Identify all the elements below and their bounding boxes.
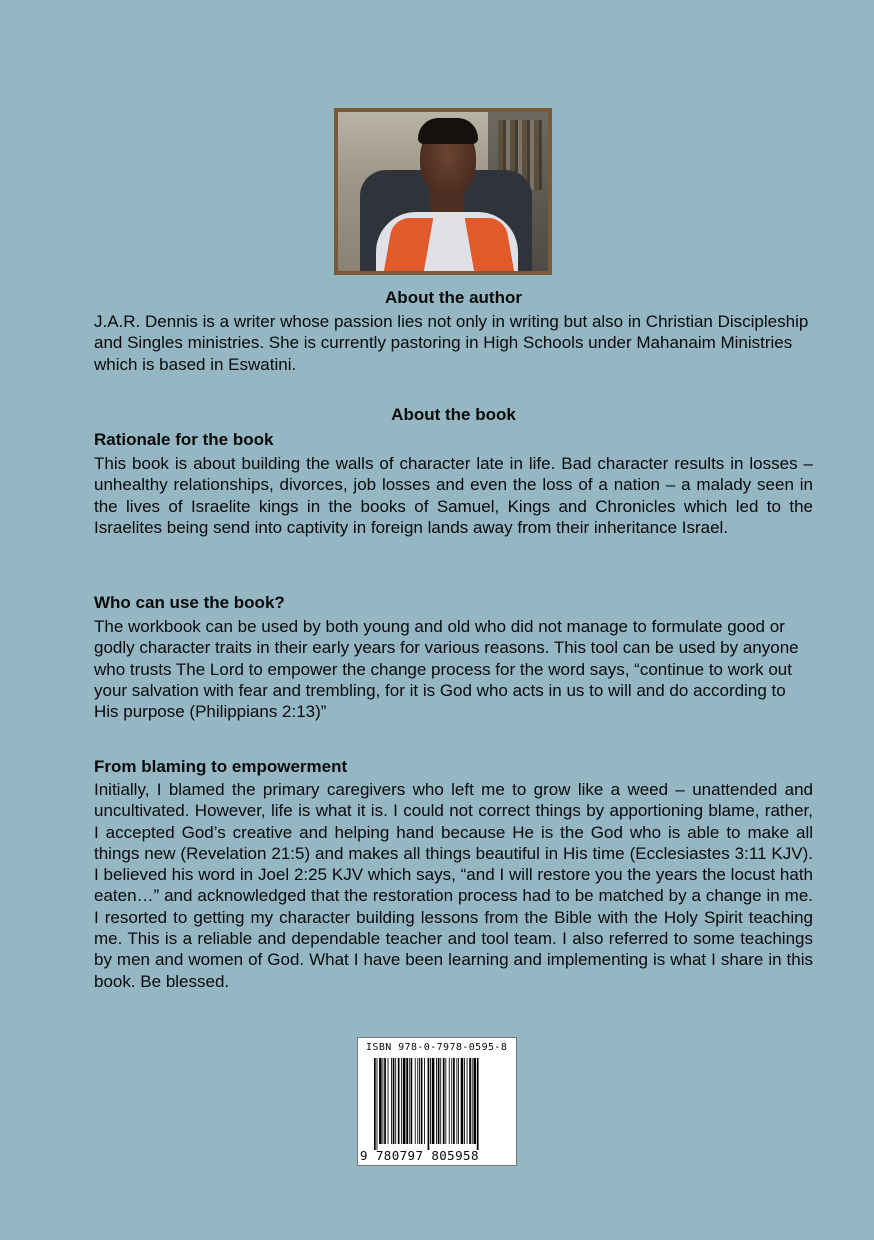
about-book-heading: About the book xyxy=(391,405,516,424)
barcode-bar xyxy=(438,1058,440,1144)
barcode-bar xyxy=(458,1058,459,1144)
barcode-bar xyxy=(377,1058,378,1150)
barcode-bar xyxy=(469,1058,471,1144)
barcode-bar xyxy=(421,1058,423,1144)
barcode-bar xyxy=(411,1058,413,1144)
barcode-bar xyxy=(430,1058,431,1144)
barcode-bar xyxy=(472,1058,473,1144)
author-photo xyxy=(338,112,548,271)
ean-digits: 9 780797 805958 xyxy=(360,1148,479,1163)
barcode-bar xyxy=(409,1058,410,1144)
barcode-bar xyxy=(403,1058,406,1144)
barcode-bar xyxy=(379,1058,382,1144)
barcode-bar xyxy=(436,1058,437,1144)
barcode-bar xyxy=(415,1058,416,1144)
barcode-bar xyxy=(391,1058,392,1144)
audience-text: The workbook can be used by both young and old who did not manage to formulate good or godly character traits in their early years for various reasons. This tool can be used by anyone who trusts The Lord to empower the change process for the word says, “continue to work out your salvation with fear and trembling, for it is God who acts in us to will and do according to His purpose (Philippians 2:13)” xyxy=(94,617,799,722)
isbn-barcode xyxy=(357,1037,517,1166)
barcode-bar xyxy=(467,1058,468,1144)
barcode-bar xyxy=(428,1058,430,1150)
barcode-bar xyxy=(477,1058,479,1150)
barcode-bar xyxy=(445,1058,446,1144)
empowerment-heading: From blaming to empowerment xyxy=(94,757,348,776)
barcode-bar xyxy=(395,1058,396,1144)
barcode-bar xyxy=(473,1058,476,1144)
author-photo-frame xyxy=(334,108,552,275)
barcode-bar xyxy=(461,1058,464,1144)
barcode-bars xyxy=(374,1058,502,1150)
rationale-text: This book is about building the walls of character late in life. Bad character results in losses –unhealthy relationships, divorces, job losses and even the loss of a nation – a malady seen in the lives of Israelite kings in the books of Samuel, Kings and Chronicles which led to the Israelites being send into captivity in foreign lands away from their inheritance Israel. xyxy=(94,454,813,537)
barcode-bar xyxy=(401,1058,402,1144)
barcode-bar xyxy=(398,1058,400,1144)
rationale-heading: Rationale for the book xyxy=(94,430,274,449)
about-author-heading: About the author xyxy=(385,288,522,307)
barcode-bar xyxy=(406,1058,408,1144)
barcode-bar xyxy=(384,1058,386,1144)
barcode-bar xyxy=(424,1058,425,1144)
barcode-bar xyxy=(383,1058,384,1144)
barcode-bar xyxy=(419,1058,420,1144)
barcode-bar xyxy=(432,1058,435,1144)
barcode-bar xyxy=(451,1058,452,1144)
barcode-bar xyxy=(388,1058,389,1144)
barcode-bar xyxy=(443,1058,445,1144)
barcode-bar xyxy=(393,1058,395,1144)
barcode-bar xyxy=(440,1058,441,1144)
audience-heading: Who can use the book? xyxy=(94,593,285,612)
isbn-label: ISBN 978-0-7978-0595-8 xyxy=(366,1042,508,1053)
barcode-bar xyxy=(464,1058,465,1144)
empowerment-text: Initially, I blamed the primary caregivers who left me to grow like a weed – unattended and uncultivated. However, life is what it is. I could not correct things by apportioning blame, rather, I accepted God’s creative and helping hand because He is the God who is able to make all things new (Revelation 21:5) and makes all things beautiful in His time (Ecclesiastes 3:11 KJV). I believed his word in Joel 2:25 KJV which says, “and I will restore you the years the locust hath eaten…” and acknowledged that the restoration process had to be matched by a change in me. I resorted to getting my character building lessons from the Bible with the Holy Spirit teaching me. This is a reliable and dependable teacher and tool team. I also referred to some teachings by men and women of God. What I have been learning and implementing is what I share in this book. Be blessed. xyxy=(94,780,813,991)
barcode-bar xyxy=(374,1058,376,1150)
barcode-bar xyxy=(449,1058,450,1144)
barcode-bar xyxy=(417,1058,418,1144)
barcode-bar xyxy=(456,1058,457,1144)
author-bio: J.A.R. Dennis is a writer whose passion lies not only in writing but also in Christian Discipleship and Singles ministries. She is currently pastoring in High Schools under Mahanaim Ministries which is based in Eswatini. xyxy=(94,312,809,374)
barcode-bar xyxy=(453,1058,455,1144)
